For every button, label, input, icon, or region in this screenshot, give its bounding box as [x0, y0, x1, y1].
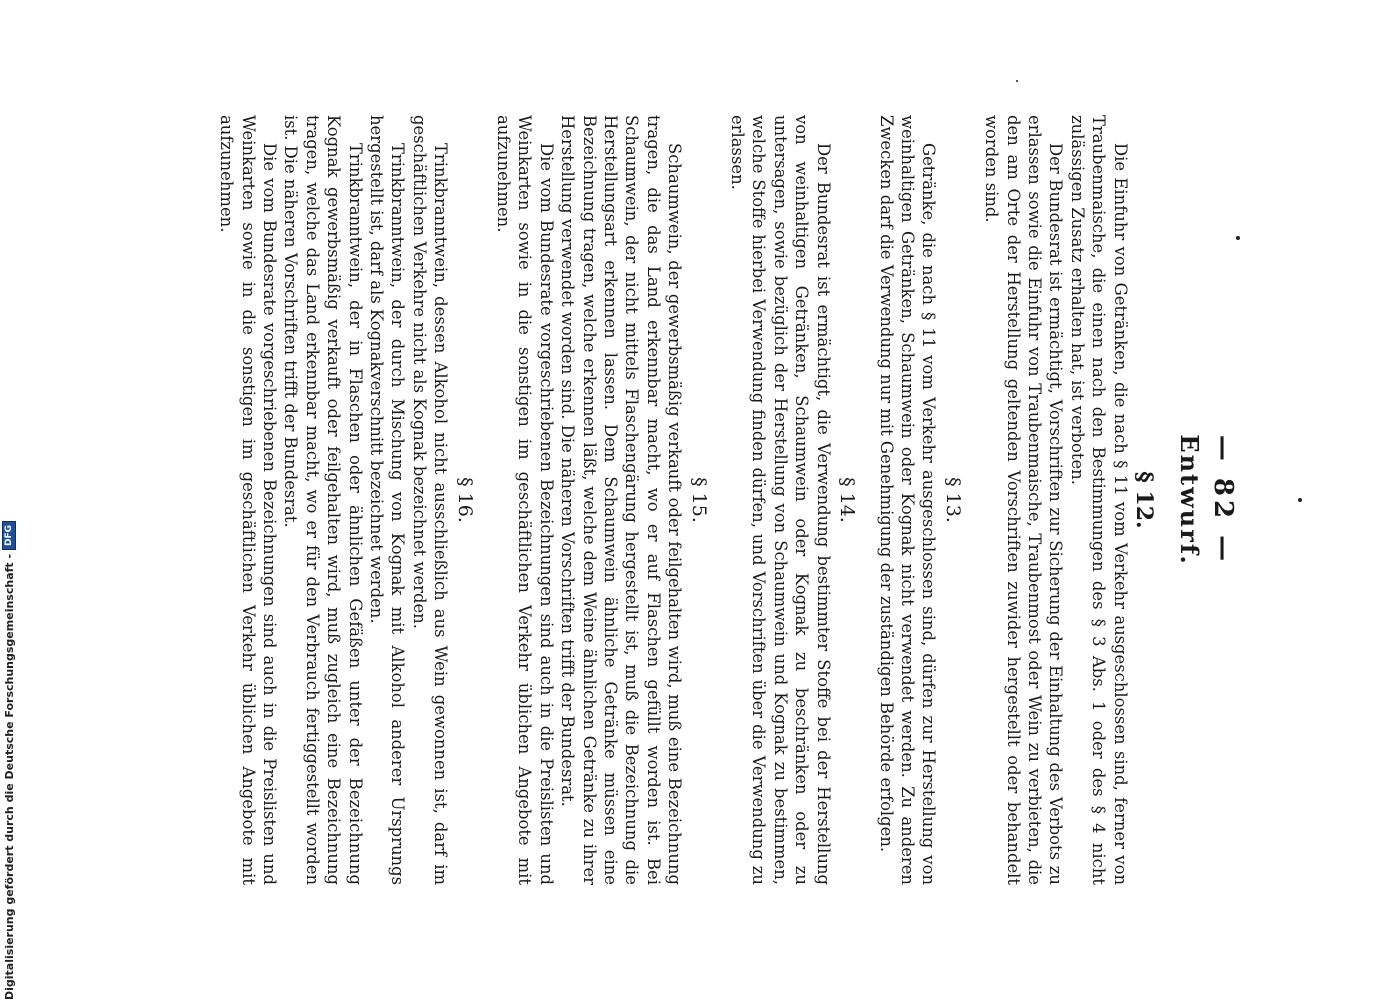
section-12	[981, 115, 1157, 885]
digitization-credit	[2, 0, 16, 1000]
paragraph: Der Bundesrat ist ermächtigt, die Verwendung bestimmter Stoffe bei der Herstellung von weinhaltigen Getränken, Schaumwein oder Kognak zu beschränken oder zu untersagen, sowie bezüglich der Herstellung von Schaumwein und Kognak zu bestimmen, welche Stoffe hierbei Verwendung finden dürfen, und Vorschriften über die Verwendung zu erlassen.	[728, 115, 833, 885]
section-16	[216, 115, 475, 885]
paragraph: Schaumwein, der gewerbsmäßig verkauft oder feilgehalten wird, muß eine Bezeichnung tragen, die das Land erkennbar macht, wo er auf Flaschen gefüllt worden ist. Bei Schaumwein, der nicht mittels Flaschengärung hergestellt ist, muß die Bezeichnung die Herstellungsart erkennen lassen. Dem Schaumwein ähnliche Getränke müssen eine Bezeichnung tragen, welche erkennen läßt, welche dem Weine ähnlichen Getränke zu ihrer Herstellung verwendet worden sind. Die näheren Vorschriften trifft der Bundesrat.	[558, 115, 685, 885]
section-14	[727, 115, 857, 885]
rotated-document-page	[90, 0, 1250, 1000]
paragraph: Trinkbranntwein, der durch Mischung von Kognak mit Alkohol anderer Ursprungs hergestellt ist, darf als Kognakverschnitt bezeichnet werden.	[367, 115, 408, 885]
scan-speck	[1236, 236, 1240, 240]
section-title: § 16.	[453, 477, 476, 523]
scan-speck	[1298, 498, 1302, 502]
section-13	[875, 115, 963, 885]
section-title: § 13.	[941, 477, 964, 523]
paragraph: Trinkbranntwein, der in Flaschen oder ähnlichen Gefäßen unter der Bezeichnung Kognak gewerbsmäßig verkauft oder feilgehalten wird, muß zugleich eine Bezeichnung tragen, welche das Land erkennbar macht, wo er für den Verbrauch fertiggestellt worden ist. Die näheren Vorschriften trifft der Bundesrat.	[281, 115, 365, 885]
section-title: § 14.	[836, 477, 859, 523]
section-title: § 12.	[1131, 471, 1157, 529]
paragraph: Die vom Bundesrate vorgeschriebenen Bezeichnungen sind auch in die Preislisten und Weinkarten sowie in die sonstigen im geschäftlichen Verkehr üblichen Angebote mit aufzunehmen.	[494, 115, 556, 885]
page-heading: Entwurf.	[1175, 434, 1204, 566]
paragraph: Die Einfuhr von Getränken, die nach § 11 vom Verkehr ausgeschlossen sind, ferner von Traubenmaische, die einen nach den Bestimmungen des § 3 Abs. 1 oder des § 4 nicht zulässigen Zusatz erhalten hat, ist verboten.	[1067, 115, 1130, 885]
credit-text: Digitalisierung gefördert durch die Deutsche Forschungsgemeinschaft -	[2, 553, 16, 1000]
page-number: — 82 —	[1208, 434, 1238, 566]
paragraph: Der Bundesrat ist ermächtigt, Vorschriften zur Sicherung der Einhaltung des Verbots zu erlassen sowie die Einfuhr von Traubenmaische, Traubenmost oder Wein zu verbieten, die den am Orte der Herstellung geltenden Vorschriften zuwider hergestellt oder behandelt worden sind.	[982, 115, 1066, 885]
section-title: § 15.	[687, 477, 710, 523]
section-15	[493, 115, 709, 885]
scan-speck	[1016, 80, 1018, 82]
paragraph: Die vom Bundesrate vorgeschriebenen Bezeichnungen sind auch in die Preislisten und Weinkarten sowie in die sonstigen im geschäftlichen Verkehr üblichen Angebote mit aufzunehmen.	[217, 115, 279, 885]
text-column	[216, 115, 1158, 885]
paragraph: Trinkbranntwein, dessen Alkohol nicht ausschließlich aus Wein gewonnen ist, darf im geschäftlichen Verkehre nicht als Kognak bezeichnet werden.	[409, 115, 451, 885]
dfg-logo: DFG	[2, 521, 16, 550]
paragraph: Getränke, die nach § 11 vom Verkehr ausgeschlossen sind, dürfen zur Herstellung von weinhaltigen Getränken, Schaumwein oder Kognak nicht verwendet werden. Zu anderen Zwecken darf die Verwendung nur mit Genehmigung der zuständigen Behörde erfolgen.	[876, 115, 939, 885]
